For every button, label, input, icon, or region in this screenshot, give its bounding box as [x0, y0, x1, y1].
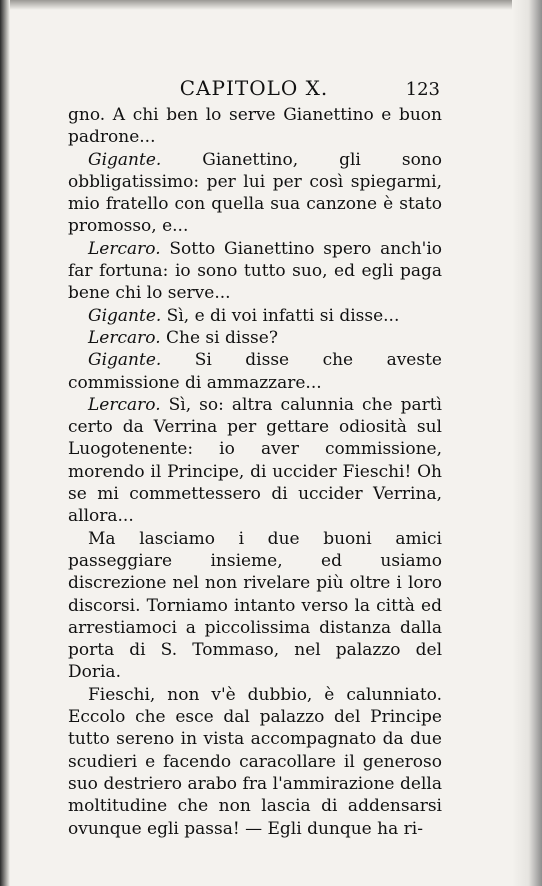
paragraph-text: Che si disse? — [160, 327, 278, 348]
paragraph — [68, 305, 442, 327]
paragraph-text: gno. A chi ben lo serve Gianettino e buon padrone... — [68, 105, 442, 148]
paragraph — [68, 104, 442, 149]
paragraph — [68, 327, 442, 349]
speaker-name: Lercaro. — [88, 327, 161, 348]
scan-edge-left — [0, 0, 10, 886]
paragraph-text: Sì, e di voi infatti si disse... — [161, 305, 400, 326]
paragraph — [68, 238, 442, 305]
speaker-name: Lercaro. — [88, 394, 161, 415]
paragraph-text: Fieschi, non v'è dubbio, è calunniato. Eccolo che esce dal palazzo del Principe tutto sereno in vista accompagnato da due scudieri e facendo caracollare il generoso suo destriero arabo fra l'ammirazione della moltitudine che non lascia di addensarsi ovunque egli passa! — Egli dunque ha ri- — [68, 684, 442, 839]
speaker-name: Gigante. — [88, 305, 162, 326]
paragraph — [68, 684, 442, 840]
paragraph — [68, 528, 442, 684]
scan-edge-right — [512, 0, 542, 886]
paragraph-text: Si disse che aveste commissione di ammazzare... — [68, 350, 442, 393]
paragraph — [68, 394, 442, 528]
paragraph-text: Ma lasciamo i due buoni amici passeggiare insieme, ed usiamo discrezione nel non rivelare più oltre i loro discorsi. Torniamo intanto verso la città ed arrestiamoci a piccolissima distanza dalla porta di S. Tommaso, nel palazzo del Doria. — [68, 528, 442, 683]
running-header — [68, 76, 440, 104]
paragraph-text: Gianettino, gli sono obbligatissimo: per lui per così spiegarmi, mio fratello con quella sua canzone è stato promosso, e... — [68, 149, 442, 237]
paragraph — [68, 149, 442, 238]
chapter-title: CAPITOLO X. — [179, 76, 329, 100]
paragraph-text: Sì, so: altra calunnia che partì certo da Verrina per gettare odiosità sul Luogotenente: io aver commissione, morendo il Principe, di uccider Fieschi! Oh se mi commettessero di uccider Verrina, allora... — [68, 394, 442, 527]
body-text — [68, 104, 442, 840]
page-number: 123 — [405, 79, 440, 100]
speaker-name: Gigante. — [88, 149, 162, 170]
paragraph — [68, 349, 442, 394]
paragraph-text: Sotto Gianettino spero anch'io far fortuna: io sono tutto suo, ed egli paga bene chi lo serve... — [68, 238, 442, 304]
speaker-name: Gigante. — [88, 350, 162, 371]
scan-edge-top — [0, 0, 542, 10]
speaker-name: Lercaro. — [88, 238, 161, 259]
